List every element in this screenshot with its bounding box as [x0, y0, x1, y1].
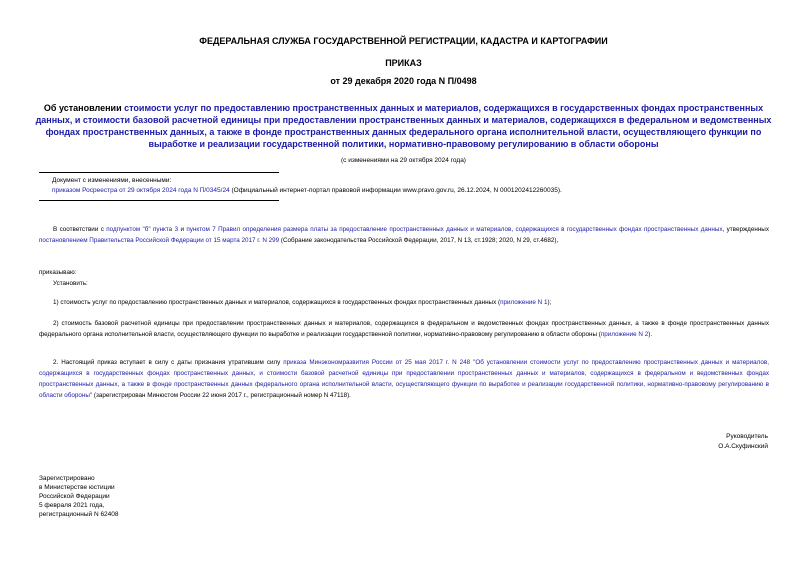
registration-block	[39, 474, 119, 519]
signature-role: Руководитель	[726, 433, 768, 440]
preamble-text-d: (Собрание законодательства Российской Федерации, 2017, N 13, ст.1928; 2020, N 29, ст.4682),	[279, 237, 559, 244]
paragraph-2-end: (зарегистрирован Минюстом России 22 июня 2017 г., регистрационный номер N 47118).	[92, 392, 351, 399]
previous-order-link[interactable]: приказа Минэкономразвития России от 25 мая 2017 г. N 248 "Об установлении стоимости услуг по предоставлению пространственных данных и материалов, содержащихся в государственных фондах пространственных данных, и стоимости базовой расчетной единицы при предоставлении пространственных данных и материалов, содержащихся в федеральном и ведомственных фондах пространственных данных, а также в фонде пространственных данных федерального органа исполнительной власти, осуществляющего функции по выработке и реализации государственной политики, нормативно-правовому регулированию в области обороны"	[39, 359, 769, 399]
edition-note: (с изменениями на 29 октября 2024 года)	[341, 157, 466, 164]
paragraph-2-text: 2. Настоящий приказ вступает в силу с даты признания утратившим силу	[53, 359, 284, 366]
appendix-2-link[interactable]: приложение N 2	[600, 331, 649, 338]
item-1-end: );	[547, 299, 552, 306]
appendix-1-link[interactable]: приложение N 1	[500, 299, 548, 306]
divider-top	[39, 172, 279, 173]
item-2	[39, 318, 769, 340]
registration-line: Российской Федерации	[39, 493, 110, 500]
changes-line	[52, 186, 562, 196]
title-link[interactable]: стоимости услуг по предоставлению пространственных данных и материалов, содержащихся в государственных фондах пространственных данных, и стоимости базовой расчетной единицы при предоставлении пространственных данных и материалов, содержащихся в федеральном и ведомственных фондах пространственных данных, а также в фонде пространственных данных федерального органа исполнительной власти, осуществляющего функции по выработке и реализации государственной политики, нормативно-правовому регулированию в области обороны	[35, 103, 772, 149]
paragraph-2	[39, 357, 769, 401]
signature-name: О.А.Скуфинский	[718, 443, 768, 450]
order-word: приказываю:	[39, 269, 77, 276]
item-2-end: ).	[648, 331, 653, 338]
registration-line: регистрационный N 62408	[39, 511, 119, 518]
preamble-text-a: В соответствии с	[53, 226, 107, 233]
changes-link[interactable]: приказом Росреестра от 29 октября 2024 года N П/0345/24	[52, 187, 230, 194]
registration-line: в Министерстве юстиции	[39, 484, 115, 491]
changes-suffix: (Официальный интернет-портал правовой информации www.pravo.gov.ru, 26.12.2024, N 0001202412260035).	[229, 187, 562, 194]
title-prefix: Об установлении	[43, 103, 125, 113]
establish-word: Установить:	[53, 280, 88, 287]
changes-label: Документ с изменениями, внесенными:	[52, 177, 172, 184]
divider-bottom	[39, 200, 279, 201]
item-2-text: 2) стоимость базовой расчетной единицы при предоставлении пространственных данных и материалов, содержащихся в федеральном и ведомственных фондах пространственных данных, а также в фонде пространственных данных федерального органа исполнительной власти, осуществляющего функции по выработке и реализации государственной политики, нормативно-правовому регулированию в области обороны (	[39, 320, 769, 338]
document-title	[30, 102, 777, 150]
document-type: ПРИКАЗ	[385, 58, 422, 68]
document-date: от 29 декабря 2020 года N П/0498	[330, 76, 477, 86]
registration-line: 5 февраля 2021 года,	[39, 502, 105, 509]
preamble-text-b: и	[178, 226, 187, 233]
rules-link[interactable]: пунктом 7 Правил определения размера платы за предоставление пространственных данных и материалов, содержащихся в государственных фондах пространственных данных	[186, 226, 723, 233]
preamble-text-c: , утвержденных	[722, 226, 769, 233]
agency-name: ФЕДЕРАЛЬНАЯ СЛУЖБА ГОСУДАРСТВЕННОЙ РЕГИСТРАЦИИ, КАДАСТРА И КАРТОГРАФИИ	[199, 36, 608, 46]
subparagraph-link[interactable]: подпунктом "б" пункта 3	[106, 226, 179, 233]
preamble-paragraph	[39, 224, 769, 246]
item-1-text: 1) стоимость услуг по предоставлению пространственных данных и материалов, содержащихся в государственных фондах пространственных данных (	[53, 299, 501, 306]
registration-line: Зарегистрировано	[39, 475, 95, 482]
decree-link[interactable]: постановлением Правительства Российской Федерации от 15 марта 2017 г. N 299	[39, 237, 280, 244]
item-1	[39, 297, 769, 308]
